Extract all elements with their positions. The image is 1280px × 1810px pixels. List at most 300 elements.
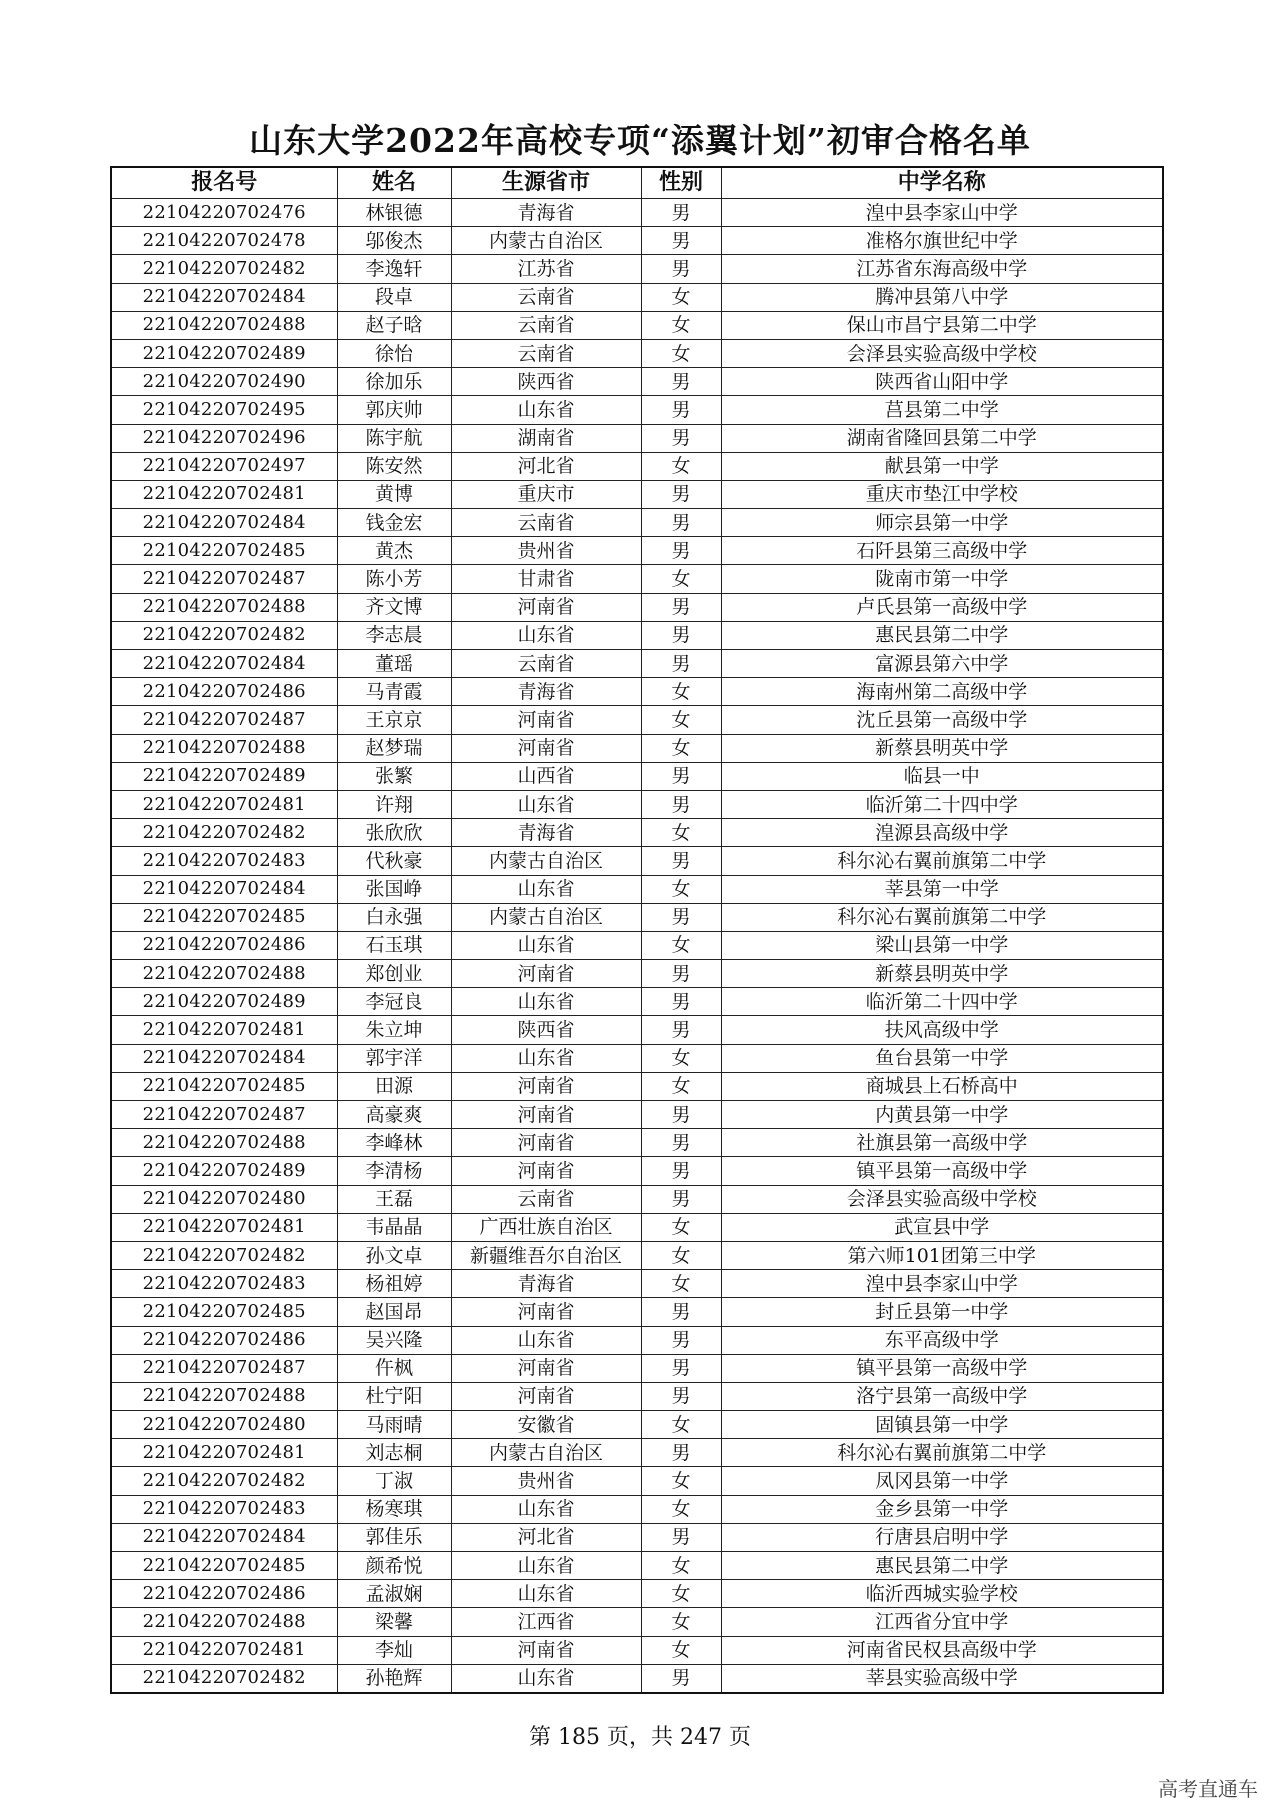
table-row — [111, 227, 1163, 255]
column-header-school: 中学名称 — [721, 167, 1163, 199]
gender-cell: 男 — [641, 227, 721, 255]
province-cell: 河南省 — [451, 1129, 641, 1157]
province-cell: 山东省 — [451, 1495, 641, 1523]
registration-number-cell: 22104220702488 — [111, 734, 337, 762]
province-cell: 内蒙古自治区 — [451, 903, 641, 931]
gender-cell: 女 — [641, 1044, 721, 1072]
province-cell: 贵州省 — [451, 537, 641, 565]
name-cell: 赵国昂 — [337, 1298, 451, 1326]
school-cell: 东平高级中学 — [721, 1326, 1163, 1354]
gender-cell: 男 — [641, 1157, 721, 1185]
registration-number-cell: 22104220702485 — [111, 537, 337, 565]
school-cell: 保山市昌宁县第二中学 — [721, 311, 1163, 339]
roster-body — [111, 199, 1163, 1693]
province-cell: 河南省 — [451, 960, 641, 988]
gender-cell: 女 — [641, 1552, 721, 1580]
name-cell: 赵子晗 — [337, 311, 451, 339]
school-cell: 固镇县第一中学 — [721, 1411, 1163, 1439]
registration-number-cell: 22104220702489 — [111, 1157, 337, 1185]
province-cell: 河南省 — [451, 734, 641, 762]
province-cell: 河南省 — [451, 1101, 641, 1129]
registration-number-cell: 22104220702484 — [111, 1523, 337, 1551]
school-cell: 湟源县高级中学 — [721, 819, 1163, 847]
school-cell: 科尔沁右翼前旗第二中学 — [721, 903, 1163, 931]
name-cell: 陈宇航 — [337, 424, 451, 452]
gender-cell: 男 — [641, 1354, 721, 1382]
gender-cell: 男 — [641, 1016, 721, 1044]
gender-cell: 女 — [641, 565, 721, 593]
registration-number-cell: 22104220702496 — [111, 424, 337, 452]
school-cell: 临沂西城实验学校 — [721, 1580, 1163, 1608]
school-cell: 商城县上石桥高中 — [721, 1072, 1163, 1100]
registration-number-cell: 22104220702486 — [111, 931, 337, 959]
name-cell: 田源 — [337, 1072, 451, 1100]
school-cell: 陕西省山阳中学 — [721, 368, 1163, 396]
name-cell: 许翔 — [337, 790, 451, 818]
school-cell: 沈丘县第一高级中学 — [721, 706, 1163, 734]
table-row — [111, 509, 1163, 537]
gender-cell: 男 — [641, 537, 721, 565]
province-cell: 河南省 — [451, 1298, 641, 1326]
province-cell: 云南省 — [451, 283, 641, 311]
school-cell: 河南省民权县高级中学 — [721, 1636, 1163, 1664]
school-cell: 石阡县第三高级中学 — [721, 537, 1163, 565]
name-cell: 徐加乐 — [337, 368, 451, 396]
gender-cell: 女 — [641, 1411, 721, 1439]
table-row — [111, 1467, 1163, 1495]
name-cell: 李志晨 — [337, 621, 451, 649]
gender-cell: 男 — [641, 621, 721, 649]
school-cell: 富源县第六中学 — [721, 650, 1163, 678]
province-cell: 山东省 — [451, 1044, 641, 1072]
table-row — [111, 368, 1163, 396]
table-row — [111, 960, 1163, 988]
column-header-province: 生源省市 — [451, 167, 641, 199]
gender-cell: 男 — [641, 1439, 721, 1467]
province-cell: 河南省 — [451, 1382, 641, 1410]
registration-number-cell: 22104220702484 — [111, 283, 337, 311]
registration-number-cell: 22104220702488 — [111, 1608, 337, 1636]
column-header-name: 姓名 — [337, 167, 451, 199]
province-cell: 甘肃省 — [451, 565, 641, 593]
province-cell: 内蒙古自治区 — [451, 1439, 641, 1467]
gender-cell: 男 — [641, 1298, 721, 1326]
registration-number-cell: 22104220702476 — [111, 199, 337, 227]
registration-number-cell: 22104220702488 — [111, 1382, 337, 1410]
registration-number-cell: 22104220702481 — [111, 480, 337, 508]
gender-cell: 男 — [641, 255, 721, 283]
registration-number-cell: 22104220702488 — [111, 960, 337, 988]
table-row — [111, 1298, 1163, 1326]
registration-number-cell: 22104220702481 — [111, 1636, 337, 1664]
table-row — [111, 339, 1163, 367]
province-cell: 河南省 — [451, 1157, 641, 1185]
school-cell: 扶风高级中学 — [721, 1016, 1163, 1044]
gender-cell: 男 — [641, 1185, 721, 1213]
school-cell: 师宗县第一中学 — [721, 509, 1163, 537]
name-cell: 钱金宏 — [337, 509, 451, 537]
province-cell: 安徽省 — [451, 1411, 641, 1439]
province-cell: 山东省 — [451, 396, 641, 424]
school-cell: 献县第一中学 — [721, 452, 1163, 480]
name-cell: 黄杰 — [337, 537, 451, 565]
name-cell: 陈安然 — [337, 452, 451, 480]
school-cell: 科尔沁右翼前旗第二中学 — [721, 847, 1163, 875]
name-cell: 孙艳辉 — [337, 1664, 451, 1693]
school-cell: 湟中县李家山中学 — [721, 1270, 1163, 1298]
name-cell: 代秋豪 — [337, 847, 451, 875]
table-row — [111, 650, 1163, 678]
school-cell: 梁山县第一中学 — [721, 931, 1163, 959]
registration-number-cell: 22104220702483 — [111, 1495, 337, 1523]
registration-number-cell: 22104220702482 — [111, 621, 337, 649]
registration-number-cell: 22104220702489 — [111, 339, 337, 367]
gender-cell: 男 — [641, 1664, 721, 1693]
name-cell: 白永强 — [337, 903, 451, 931]
registration-number-cell: 22104220702484 — [111, 875, 337, 903]
school-cell: 卢氏县第一高级中学 — [721, 593, 1163, 621]
school-cell: 江西省分宜中学 — [721, 1608, 1163, 1636]
gender-cell: 男 — [641, 424, 721, 452]
province-cell: 江苏省 — [451, 255, 641, 283]
school-cell: 湟中县李家山中学 — [721, 199, 1163, 227]
gender-cell: 女 — [641, 819, 721, 847]
name-cell: 马雨晴 — [337, 1411, 451, 1439]
gender-cell: 女 — [641, 283, 721, 311]
gender-cell: 女 — [641, 1270, 721, 1298]
gender-cell: 男 — [641, 368, 721, 396]
school-cell: 海南州第二高级中学 — [721, 678, 1163, 706]
registration-number-cell: 22104220702487 — [111, 706, 337, 734]
table-row — [111, 1523, 1163, 1551]
table-row — [111, 847, 1163, 875]
province-cell: 河南省 — [451, 593, 641, 621]
province-cell: 河南省 — [451, 1636, 641, 1664]
province-cell: 陕西省 — [451, 368, 641, 396]
school-cell: 凤冈县第一中学 — [721, 1467, 1163, 1495]
registration-number-cell: 22104220702482 — [111, 1664, 337, 1693]
province-cell: 山东省 — [451, 875, 641, 903]
province-cell: 青海省 — [451, 819, 641, 847]
name-cell: 朱立坤 — [337, 1016, 451, 1044]
school-cell: 临沂第二十四中学 — [721, 790, 1163, 818]
name-cell: 张繁 — [337, 762, 451, 790]
name-cell: 林银德 — [337, 199, 451, 227]
registration-number-cell: 22104220702495 — [111, 396, 337, 424]
name-cell: 陈小芳 — [337, 565, 451, 593]
table-row — [111, 734, 1163, 762]
gender-cell: 女 — [641, 1608, 721, 1636]
name-cell: 李清杨 — [337, 1157, 451, 1185]
gender-cell: 女 — [641, 706, 721, 734]
school-cell: 新蔡县明英中学 — [721, 960, 1163, 988]
table-row — [111, 1608, 1163, 1636]
gender-cell: 女 — [641, 1580, 721, 1608]
gender-cell: 男 — [641, 790, 721, 818]
gender-cell: 女 — [641, 1467, 721, 1495]
gender-cell: 女 — [641, 1241, 721, 1269]
table-row — [111, 875, 1163, 903]
registration-number-cell: 22104220702478 — [111, 227, 337, 255]
province-cell: 山西省 — [451, 762, 641, 790]
page-number: 第 185 页，共 247 页 — [529, 1725, 751, 1750]
province-cell: 山东省 — [451, 621, 641, 649]
gender-cell: 男 — [641, 960, 721, 988]
school-cell: 江苏省东海高级中学 — [721, 255, 1163, 283]
registration-number-cell: 22104220702489 — [111, 762, 337, 790]
gender-cell: 男 — [641, 1326, 721, 1354]
gender-cell: 女 — [641, 311, 721, 339]
name-cell: 马青霞 — [337, 678, 451, 706]
gender-cell: 男 — [641, 199, 721, 227]
name-cell: 杜宁阳 — [337, 1382, 451, 1410]
gender-cell: 女 — [641, 1213, 721, 1241]
gender-cell: 男 — [641, 1523, 721, 1551]
registration-number-cell: 22104220702485 — [111, 1298, 337, 1326]
registration-number-cell: 22104220702481 — [111, 1213, 337, 1241]
province-cell: 山东省 — [451, 790, 641, 818]
table-row — [111, 1495, 1163, 1523]
registration-number-cell: 22104220702487 — [111, 565, 337, 593]
school-cell: 临县一中 — [721, 762, 1163, 790]
table-row — [111, 283, 1163, 311]
table-row — [111, 1185, 1163, 1213]
province-cell: 山东省 — [451, 988, 641, 1016]
gender-cell: 女 — [641, 875, 721, 903]
name-cell: 杨祖婷 — [337, 1270, 451, 1298]
school-cell: 科尔沁右翼前旗第二中学 — [721, 1439, 1163, 1467]
school-cell: 会泽县实验高级中学校 — [721, 1185, 1163, 1213]
school-cell: 洛宁县第一高级中学 — [721, 1382, 1163, 1410]
gender-cell: 女 — [641, 452, 721, 480]
name-cell: 张国峥 — [337, 875, 451, 903]
name-cell: 段卓 — [337, 283, 451, 311]
school-cell: 行唐县启明中学 — [721, 1523, 1163, 1551]
gender-cell: 女 — [641, 1495, 721, 1523]
name-cell: 王京京 — [337, 706, 451, 734]
registration-number-cell: 22104220702487 — [111, 1354, 337, 1382]
school-cell: 重庆市垫江中学校 — [721, 480, 1163, 508]
gender-cell: 女 — [641, 1072, 721, 1100]
registration-number-cell: 22104220702497 — [111, 452, 337, 480]
table-row — [111, 1636, 1163, 1664]
registration-number-cell: 22104220702490 — [111, 368, 337, 396]
watermark: 高考直通车 — [1158, 1777, 1258, 1801]
name-cell: 黄博 — [337, 480, 451, 508]
registration-number-cell: 22104220702489 — [111, 988, 337, 1016]
province-cell: 河南省 — [451, 1354, 641, 1382]
name-cell: 李峰林 — [337, 1129, 451, 1157]
school-cell: 内黄县第一中学 — [721, 1101, 1163, 1129]
gender-cell: 男 — [641, 988, 721, 1016]
province-cell: 青海省 — [451, 1270, 641, 1298]
gender-cell: 女 — [641, 734, 721, 762]
name-cell: 刘志桐 — [337, 1439, 451, 1467]
registration-number-cell: 22104220702487 — [111, 1101, 337, 1129]
province-cell: 山东省 — [451, 931, 641, 959]
table-row — [111, 480, 1163, 508]
province-cell: 云南省 — [451, 1185, 641, 1213]
table-row — [111, 706, 1163, 734]
school-cell: 武宣县中学 — [721, 1213, 1163, 1241]
province-cell: 山东省 — [451, 1580, 641, 1608]
name-cell: 郭庆帅 — [337, 396, 451, 424]
registration-number-cell: 22104220702484 — [111, 1044, 337, 1072]
registration-number-cell: 22104220702482 — [111, 255, 337, 283]
province-cell: 新疆维吾尔自治区 — [451, 1241, 641, 1269]
registration-number-cell: 22104220702488 — [111, 1129, 337, 1157]
province-cell: 山东省 — [451, 1326, 641, 1354]
table-row — [111, 1213, 1163, 1241]
table-row — [111, 1664, 1163, 1693]
gender-cell: 男 — [641, 1129, 721, 1157]
registration-number-cell: 22104220702486 — [111, 1580, 337, 1608]
name-cell: 郭佳乐 — [337, 1523, 451, 1551]
table-row — [111, 1241, 1163, 1269]
gender-cell: 男 — [641, 847, 721, 875]
registration-number-cell: 22104220702480 — [111, 1185, 337, 1213]
gender-cell: 女 — [641, 678, 721, 706]
name-cell: 齐文博 — [337, 593, 451, 621]
gender-cell: 男 — [641, 480, 721, 508]
table-row — [111, 1439, 1163, 1467]
province-cell: 河南省 — [451, 1072, 641, 1100]
name-cell: 李逸轩 — [337, 255, 451, 283]
name-cell: 梁馨 — [337, 1608, 451, 1636]
name-cell: 李冠良 — [337, 988, 451, 1016]
province-cell: 青海省 — [451, 199, 641, 227]
school-cell: 第六师101团第三中学 — [721, 1241, 1163, 1269]
name-cell: 石玉琪 — [337, 931, 451, 959]
table-row — [111, 311, 1163, 339]
table-row — [111, 1411, 1163, 1439]
name-cell: 郑创业 — [337, 960, 451, 988]
gender-cell: 男 — [641, 1101, 721, 1129]
registration-number-cell: 22104220702486 — [111, 678, 337, 706]
table-row — [111, 1129, 1163, 1157]
column-header-gender: 性别 — [641, 167, 721, 199]
name-cell: 丁淑 — [337, 1467, 451, 1495]
table-row — [111, 903, 1163, 931]
name-cell: 董瑶 — [337, 650, 451, 678]
school-cell: 惠民县第二中学 — [721, 621, 1163, 649]
registration-number-cell: 22104220702483 — [111, 1270, 337, 1298]
table-row — [111, 1044, 1163, 1072]
school-cell: 镇平县第一高级中学 — [721, 1354, 1163, 1382]
table-row — [111, 593, 1163, 621]
registration-number-cell: 22104220702481 — [111, 1439, 337, 1467]
name-cell: 吴兴隆 — [337, 1326, 451, 1354]
registration-number-cell: 22104220702486 — [111, 1326, 337, 1354]
registration-number-cell: 22104220702488 — [111, 311, 337, 339]
table-row — [111, 1326, 1163, 1354]
province-cell: 陕西省 — [451, 1016, 641, 1044]
province-cell: 青海省 — [451, 678, 641, 706]
header-row — [111, 167, 1163, 199]
province-cell: 广西壮族自治区 — [451, 1213, 641, 1241]
table-row — [111, 621, 1163, 649]
school-cell: 腾冲县第八中学 — [721, 283, 1163, 311]
name-cell: 仵枫 — [337, 1354, 451, 1382]
gender-cell: 男 — [641, 650, 721, 678]
school-cell: 封丘县第一中学 — [721, 1298, 1163, 1326]
name-cell: 李灿 — [337, 1636, 451, 1664]
table-row — [111, 424, 1163, 452]
province-cell: 云南省 — [451, 311, 641, 339]
name-cell: 徐怡 — [337, 339, 451, 367]
gender-cell: 女 — [641, 339, 721, 367]
table-row — [111, 565, 1163, 593]
registration-number-cell: 22104220702481 — [111, 1016, 337, 1044]
table-row — [111, 1072, 1163, 1100]
roster-table — [110, 166, 1164, 1694]
province-cell: 内蒙古自治区 — [451, 847, 641, 875]
table-row — [111, 1552, 1163, 1580]
province-cell: 湖南省 — [451, 424, 641, 452]
registration-number-cell: 22104220702485 — [111, 1552, 337, 1580]
province-cell: 江西省 — [451, 1608, 641, 1636]
registration-number-cell: 22104220702488 — [111, 593, 337, 621]
registration-number-cell: 22104220702482 — [111, 819, 337, 847]
registration-number-cell: 22104220702482 — [111, 1467, 337, 1495]
province-cell: 重庆市 — [451, 480, 641, 508]
school-cell: 准格尔旗世纪中学 — [721, 227, 1163, 255]
province-cell: 山东省 — [451, 1664, 641, 1693]
table-row — [111, 1354, 1163, 1382]
school-cell: 湖南省隆回县第二中学 — [721, 424, 1163, 452]
school-cell: 社旗县第一高级中学 — [721, 1129, 1163, 1157]
province-cell: 贵州省 — [451, 1467, 641, 1495]
name-cell: 王磊 — [337, 1185, 451, 1213]
school-cell: 鱼台县第一中学 — [721, 1044, 1163, 1072]
province-cell: 河北省 — [451, 452, 641, 480]
name-cell: 孟淑娴 — [337, 1580, 451, 1608]
registration-number-cell: 22104220702485 — [111, 1072, 337, 1100]
table-row — [111, 931, 1163, 959]
province-cell: 内蒙古自治区 — [451, 227, 641, 255]
table-row — [111, 199, 1163, 227]
name-cell: 韦晶晶 — [337, 1213, 451, 1241]
province-cell: 云南省 — [451, 509, 641, 537]
name-cell: 孙文卓 — [337, 1241, 451, 1269]
registration-number-cell: 22104220702481 — [111, 790, 337, 818]
school-cell: 临沂第二十四中学 — [721, 988, 1163, 1016]
gender-cell: 男 — [641, 762, 721, 790]
school-cell: 金乡县第一中学 — [721, 1495, 1163, 1523]
school-cell: 莘县实验高级中学 — [721, 1664, 1163, 1693]
gender-cell: 女 — [641, 1636, 721, 1664]
table-row — [111, 1382, 1163, 1410]
table-row — [111, 819, 1163, 847]
province-cell: 云南省 — [451, 339, 641, 367]
gender-cell: 男 — [641, 1382, 721, 1410]
table-row — [111, 452, 1163, 480]
school-cell: 陇南市第一中学 — [721, 565, 1163, 593]
province-cell: 云南省 — [451, 650, 641, 678]
gender-cell: 女 — [641, 931, 721, 959]
document-title: 山东大学2022年高校专项“添翼计划”初审合格名单 — [249, 121, 1031, 160]
name-cell: 邬俊杰 — [337, 227, 451, 255]
table-row — [111, 790, 1163, 818]
table-row — [111, 1157, 1163, 1185]
registration-number-cell: 22104220702484 — [111, 650, 337, 678]
name-cell: 张欣欣 — [337, 819, 451, 847]
table-row — [111, 396, 1163, 424]
gender-cell: 男 — [641, 509, 721, 537]
table-row — [111, 537, 1163, 565]
table-row — [111, 1101, 1163, 1129]
name-cell: 杨寒琪 — [337, 1495, 451, 1523]
